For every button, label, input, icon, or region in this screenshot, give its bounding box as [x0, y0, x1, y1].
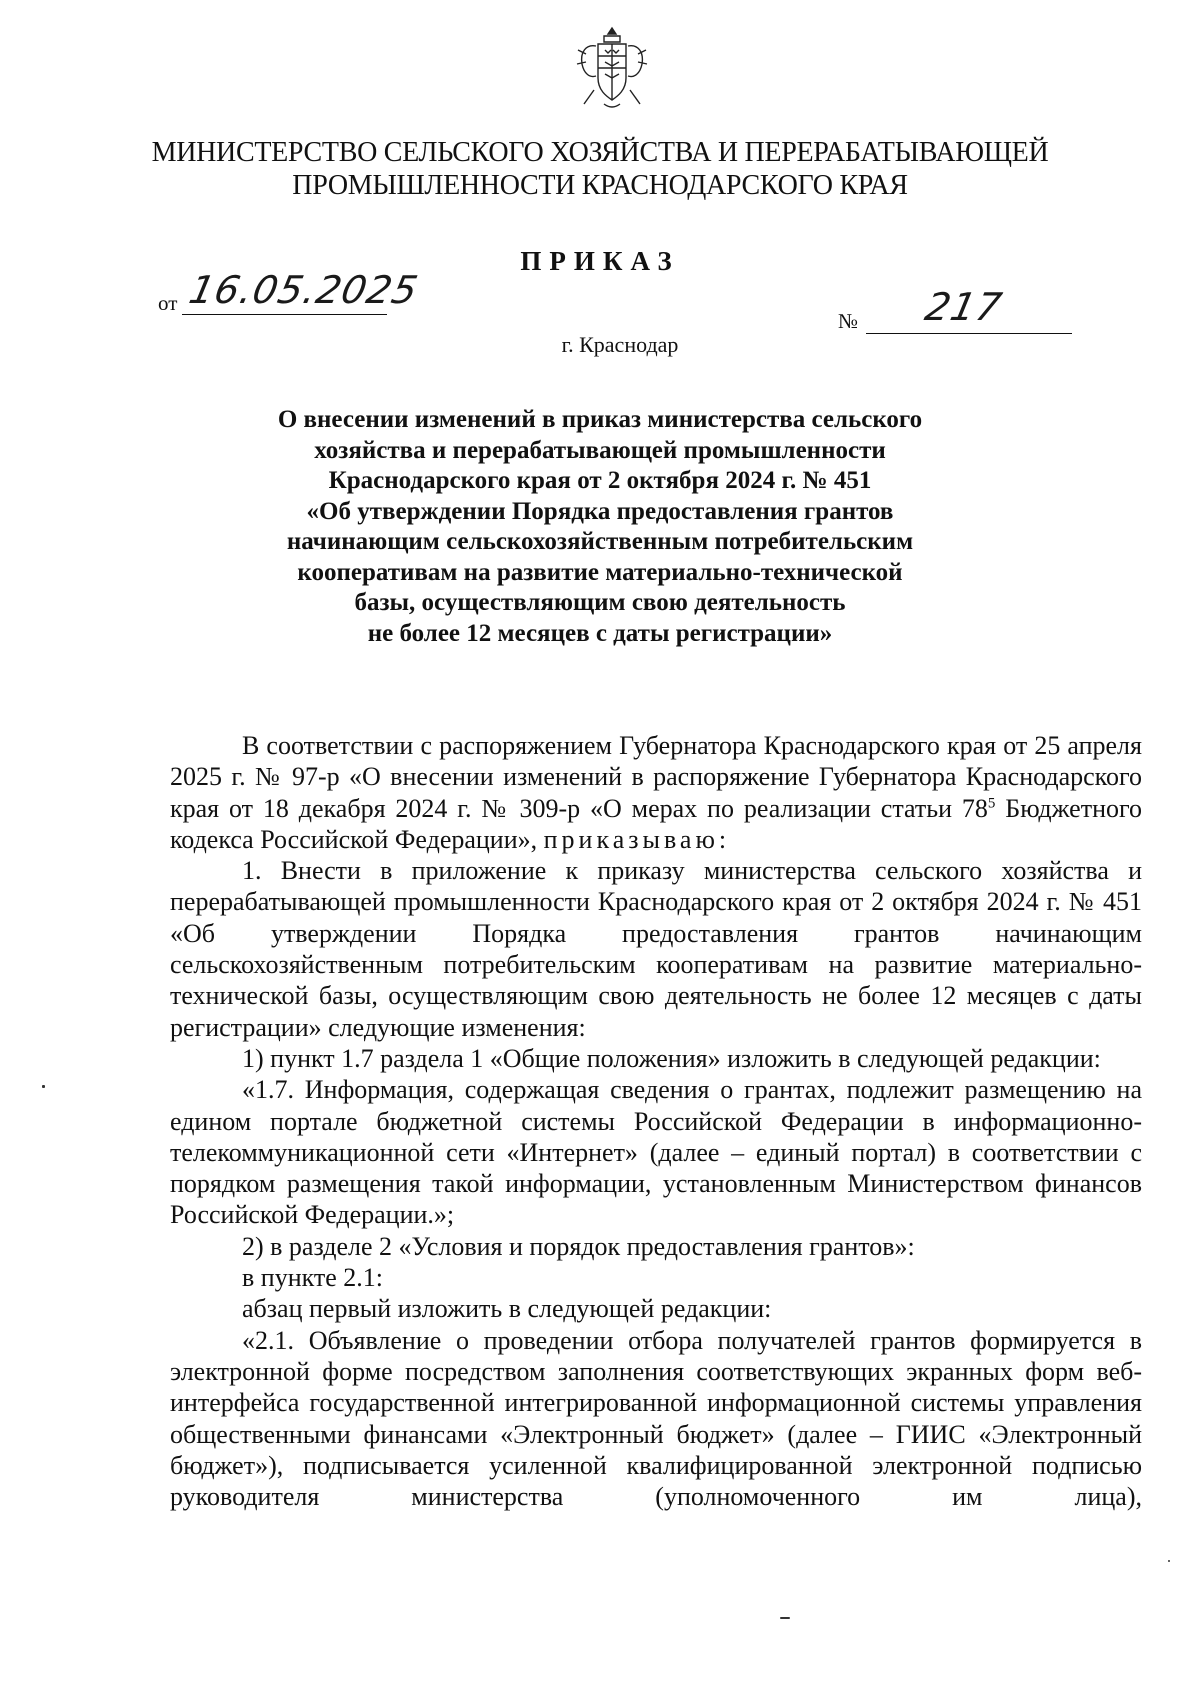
- title-line: «Об утверждении Порядка предоставления грантов: [306, 497, 894, 525]
- number-prefix: №: [838, 309, 859, 333]
- date-underline: [182, 314, 387, 315]
- document-type: ПРИКАЗ: [520, 246, 680, 276]
- paragraph-1: 1. Внести в приложение к приказу министерства сельского хозяйства и перерабатывающей промышленности Краснодарского края от 2 октября 2024 г. № 451 «Об утверждении Порядка предоставления грантов начинающим сельскохозяйственным потребительским кооперативам на развитие материально-технической базы, осуществляющим свою деятельность не более 12 месяцев с даты регистрации» следующие изменения:: [170, 856, 1142, 1042]
- title-line: начинающим сельскохозяйственным потребительским: [286, 528, 914, 555]
- preamble-text-end: Бюджетного кодекса Российской Федерации»,: [170, 793, 1143, 854]
- scan-speck: [780, 1617, 790, 1619]
- preamble-text: В соответствии с распоряжением Губернатора Краснодарского края от 25 апреля 2025 г. № 97-р «О внесении изменений в распоряжение Губернатора Краснодарского края от 18 декабря 2024 г. № 309-р «О мерах по реализации статьи 78: [170, 731, 1142, 823]
- city: г. Краснодар: [561, 332, 679, 357]
- paragraph-3: «1.7. Информация, содержащая сведения о грантах, подлежит размещению на едином портале бюджетной системы Российской Федерации в информационно-телекоммуникационной сети «Интернет» (далее – единый портал) в соответствии с порядком размещения такой информации, установленным Министерством финансов Российской Федерации.»;: [170, 1075, 1142, 1230]
- date-prefix: от: [158, 291, 178, 315]
- title-line: не более 12 месяцев с даты регистрации»: [367, 619, 833, 647]
- title-line: базы, осуществляющим свою деятельность: [354, 589, 846, 616]
- document-body: [170, 730, 1142, 1512]
- title-line: кооперативам на развитие материально-технической: [297, 558, 903, 586]
- paragraph-6: абзац первый изложить в следующей редакции:: [242, 1294, 772, 1324]
- paragraph-7: «2.1. Объявление о проведении отбора получателей грантов формируется в электронной форме посредством заполнения соответствующих экранных форм веб-интерфейса государственной интегрированной информационной системы управления общественными финансами «Электронный бюджет» (далее – ГИИС «Электронный бюджет»), подписывается усиленной квалифицированной электронной подписью руководителя министерства (уполномоченного им лица),: [170, 1325, 1142, 1512]
- handwritten-number: 217: [921, 285, 1007, 329]
- preamble-paragraph: [170, 730, 1142, 855]
- paragraph-2: 1) пункт 1.7 раздела 1 «Общие положения» изложить в следующей редакции:: [242, 1043, 1101, 1073]
- title-line: хозяйства и перерабатывающей промышленности: [314, 436, 886, 464]
- coat-of-arms-icon: [574, 24, 650, 112]
- paragraph-4: 2) в разделе 2 «Условия и порядок предоставления грантов»:: [242, 1231, 915, 1261]
- order-command: приказываю:: [543, 824, 731, 854]
- ministry-line-1: МИНИСТЕРСТВО СЕЛЬСКОГО ХОЗЯЙСТВА И ПЕРЕРАБАТЫВАЮЩЕЙ: [151, 137, 1049, 168]
- title-line: О внесении изменений в приказ министерства сельского: [277, 406, 923, 433]
- superscript: 5: [987, 794, 996, 811]
- paragraph-5: в пункте 2.1:: [242, 1263, 384, 1293]
- scan-speck: [42, 1085, 45, 1088]
- document-title: [220, 405, 980, 649]
- scan-speck: [1168, 1560, 1170, 1562]
- ministry-line-2: ПРОМЫШЛЕННОСТИ КРАСНОДАРСКОГО КРАЯ: [292, 170, 908, 201]
- title-line: Краснодарского края от 2 октября 2024 г. № 451: [328, 467, 872, 494]
- ministry-header: [150, 136, 1050, 202]
- handwritten-date: 16.05.2025: [185, 268, 423, 312]
